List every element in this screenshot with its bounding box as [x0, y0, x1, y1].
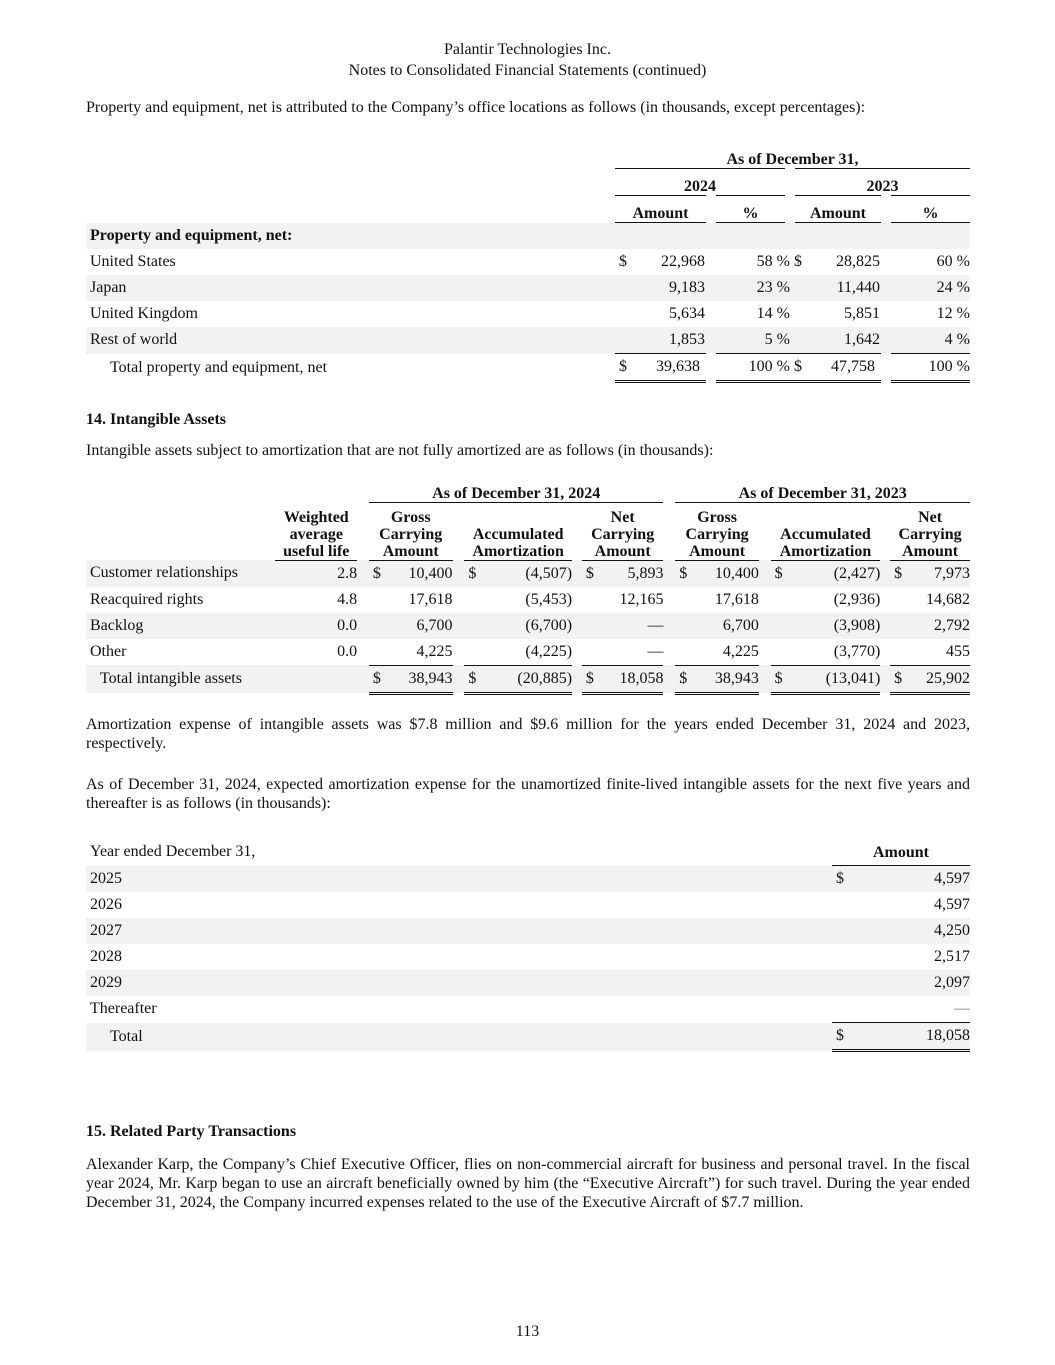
table-row: Rest of world 1,853 5 % 1,642 4 %: [86, 327, 970, 354]
table-row: [86, 223, 970, 250]
col-weighted-life: Weighted average useful life: [275, 502, 357, 560]
table-row: 2029 2,097: [86, 970, 970, 996]
ppe-col-pct: %: [886, 196, 970, 223]
ppe-col-pct: %: [711, 196, 790, 223]
col-gross-2024: Gross Carrying Amount: [369, 502, 453, 560]
ppe-group-header: As of December 31,: [615, 142, 970, 169]
ppe-col-amount: Amount: [790, 196, 886, 223]
ppe-col-amount: Amount: [615, 196, 711, 223]
future-amortization-table: [86, 839, 970, 1052]
future-col-label: Year ended December 31,: [90, 843, 256, 861]
ppe-year-2024: 2024: [615, 169, 790, 196]
section-heading-intangibles: 14. Intangible Assets: [86, 411, 227, 428]
page-number: 113: [515, 1323, 540, 1340]
expected-amortization-text: As of December 31, 2024, expected amortization expense for the unamortized finite-lived intangible assets for the next five years and thereafter is as follows (in thousands):: [86, 776, 970, 812]
intangibles-group-2023: As of December 31, 2023: [675, 476, 970, 502]
table-row: Customer relationships 2.8 $ 10,400 $ (4,507) $ 5,893 $ 10,400 $ (2,427) $ 7,973: [86, 560, 970, 587]
ppe-year-2023: 2023: [790, 169, 970, 196]
ppe-intro: Property and equipment, net is attributed to the Company’s office locations as follows (in thousands, except percentages):: [86, 99, 866, 116]
intangibles-group-2024: As of December 31, 2024: [369, 476, 664, 502]
related-party-text: Alexander Karp, the Company’s Chief Executive Officer, flies on non-commercial aircraft for business and personal travel. In the fiscal year 2024, Mr. Karp began to use an aircraft beneficially owned by him (the “Executive Aircraft”) for such travel. During the year ended December 31, 2024, the Company incurred expenses related to the use of the Executive Aircraft of $7.7 million.: [86, 1156, 970, 1211]
col-accum-2024: Accumulated Amortization: [464, 502, 572, 560]
col-net-2024: Net Carrying Amount: [582, 502, 664, 560]
future-col-amount: Amount: [832, 839, 970, 866]
table-row: Reacquired rights 4.8 17,618 (5,453) 12,165 17,618 (2,936) 14,682: [90, 590, 970, 608]
table-row: 2025 $ 4,597: [86, 866, 970, 893]
page-subtitle: Notes to Consolidated Financial Statements (continued): [348, 62, 707, 79]
col-net-2023: Net Carrying Amount: [890, 502, 970, 560]
col-gross-2023: Gross Carrying Amount: [675, 502, 759, 560]
total-row: Total property and equipment, net $ 39,638 100 % $ 47,758 100 %: [86, 354, 970, 382]
col-accum-2023: Accumulated Amortization: [771, 502, 881, 560]
table-row: 2026 4,597: [90, 896, 970, 913]
intangibles-table: [86, 476, 970, 695]
ppe-section-label: Property and equipment, net:: [86, 223, 970, 250]
total-row: Total intangible assets $ 38,943 $ (20,885) $ 18,058 $ 38,943 $ (13,041) $ 25,902: [86, 665, 970, 693]
table-row: 2027 4,250: [86, 918, 970, 944]
table-row: Other 0.0 4,225 (4,225) — 4,225 (3,770) 455: [90, 642, 970, 660]
table-row: United Kingdom 5,634 14 % 5,851 12 %: [90, 305, 970, 322]
intangibles-intro: Intangible assets subject to amortization that are not fully amortized are as follows (in thousands):: [86, 442, 714, 459]
section-heading-related-party: 15. Related Party Transactions: [86, 1123, 297, 1140]
table-row: 2028 2,517: [90, 948, 970, 965]
table-row: Japan 9,183 23 % 11,440 24 %: [86, 275, 970, 301]
table-row: United States $ 22,968 58 % $ 28,825 60 %: [90, 253, 970, 270]
ppe-table: [86, 142, 970, 383]
amortization-expense-text: Amortization expense of intangible assets was $7.8 million and $9.6 million for the years ended December 31, 2024 and 2023, respectively.: [86, 716, 970, 752]
table-row: Thereafter —: [90, 1000, 970, 1018]
table-row: Backlog 0.0 6,700 (6,700) — 6,700 (3,908) 2,792: [86, 613, 970, 639]
total-row: Total $ 18,058: [86, 1023, 970, 1051]
company-name: Palantir Technologies Inc.: [444, 41, 611, 58]
